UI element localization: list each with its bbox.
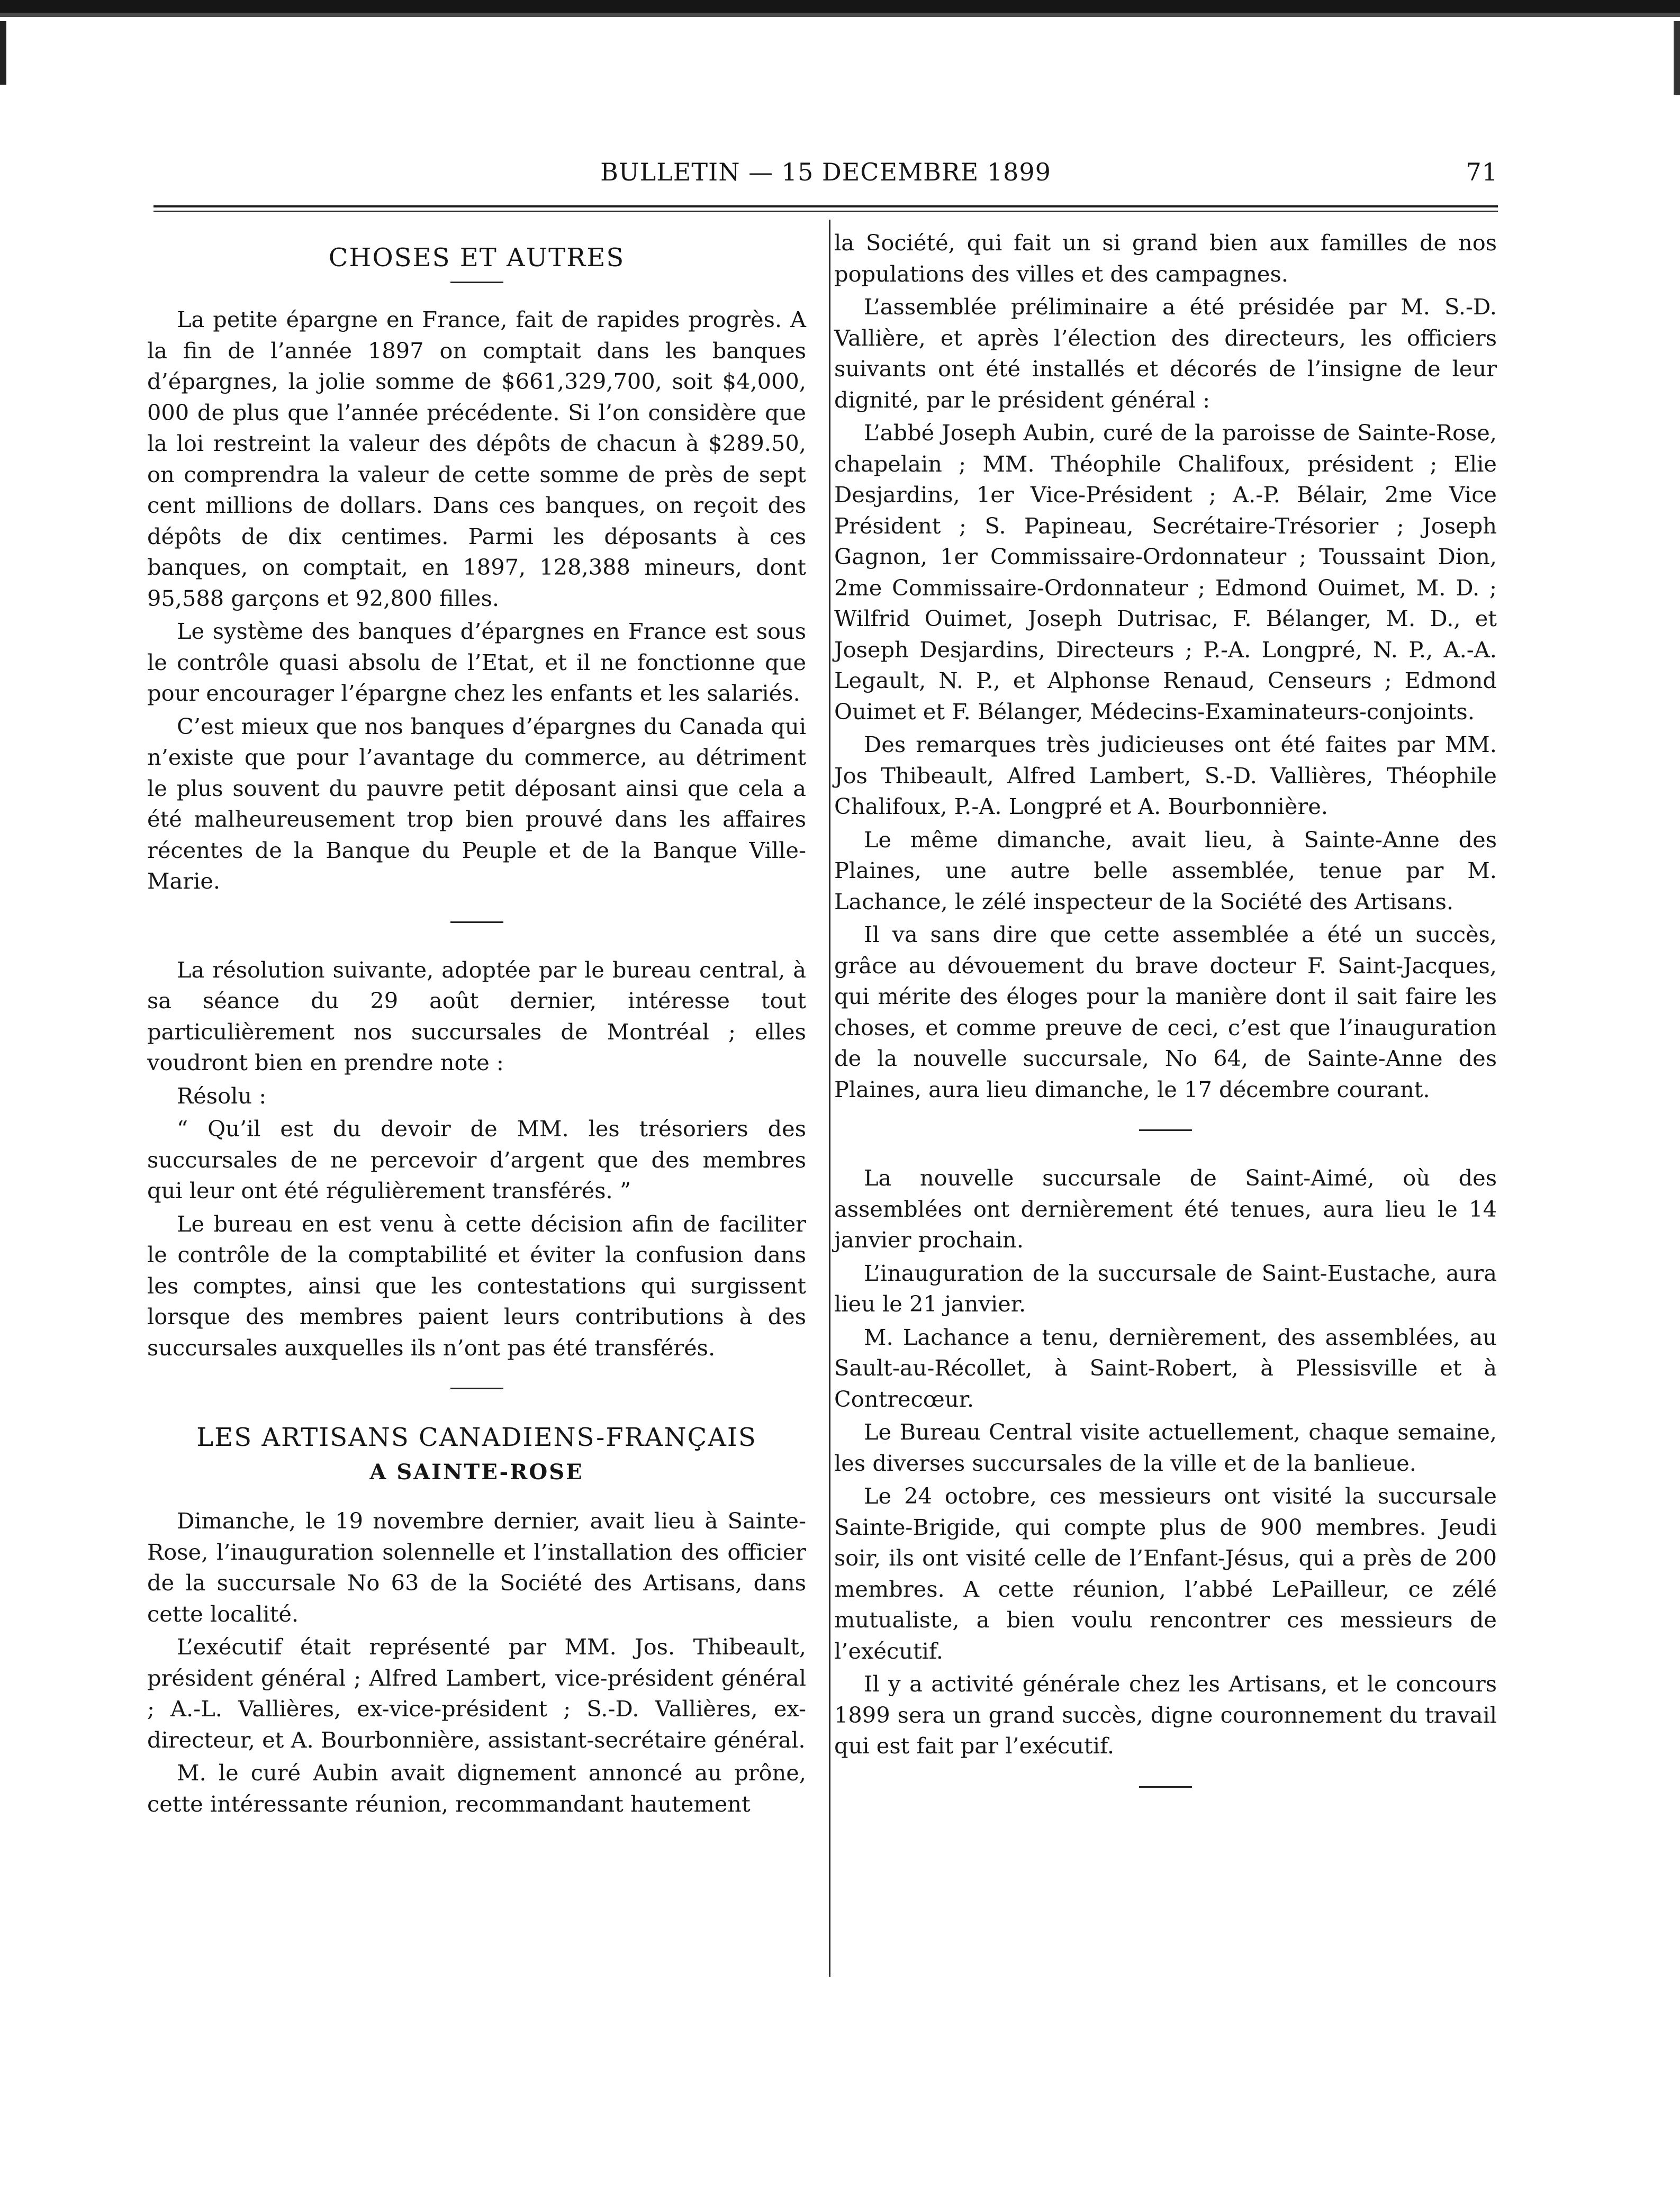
paragraph: La nouvelle succursale de Saint-Aimé, où des assemblées ont dernièrement été tenues, aura lieu le 14 janvier prochain. — [834, 1165, 1497, 1253]
paragraph: L’exécutif était représenté par MM. Jos. Thibeault, président général ; Alfred Lambert, vice-président général ; A.-L. Vallières, ex-vice-président ; S.-D. Vallières, ex-directeur, et A. Bourbonnière, assistant-secrétaire général. — [147, 1634, 806, 1753]
scan-top-edge — [0, 0, 1680, 21]
paragraph: L’abbé Joseph Aubin, curé de la paroisse de Sainte-Rose, chapelain ; MM. Théophile Chalifoux, président ; Elie Desjardins, 1er Vice-Président ; A.-P. Bélair, 2me Vice Président ; S. Papineau, Secrétaire-Trésorier ; Joseph Gagnon, 1er Commissaire-Ordonnateur ; Toussaint Dion, 2me Commissaire-Ordonnateur ; Edmond Ouimet, M. D. ; Wilfrid Ouimet, Joseph Dutrisac, F. Bélanger, M. D., et Joseph Desjardins, Directeurs ; P.-A. Longpré, N. P., A.-A. Legault, N. P., et Alphonse Renaud, Censeurs ; Edmond Ouimet et F. Bélanger, Médecins-Examinateurs-conjoints. — [834, 420, 1497, 725]
paragraph: Le même dimanche, avait lieu, à Sainte-Anne des Plaines, une autre belle assemblée, tenue par M. Lachance, le zélé inspecteur de la Société des Artisans. — [834, 826, 1497, 915]
running-title: BULLETIN — 15 DECEMBRE 1899 — [600, 158, 1051, 186]
paragraph: L’assemblée préliminaire a été présidée par M. S.-D. Vallière, et après l’élection des directeurs, les officiers suivants ont été installés et décorés de l’insigne de leur dignité, par le président général : — [834, 294, 1497, 413]
paragraph: Le bureau en est venu à cette décision afin de faciliter le contrôle de la comptabilité et éviter la confusion dans les comptes, ainsi que les contestations qui surgissent lorsque des membres paient leurs contributions à des succursales auxquelles ils n’ont pas été transférés. — [147, 1210, 806, 1361]
paragraph: Résolu : — [177, 1082, 267, 1109]
section-heading-choses-et-autres: CHOSES ET AUTRES — [328, 243, 625, 273]
paragraph: Le Bureau Central visite actuellement, chaque semaine, les diverses succursales de la ville et de la banlieue. — [834, 1419, 1497, 1476]
header-rule-thin — [153, 211, 1498, 212]
running-header — [153, 158, 1498, 189]
short-divider — [450, 921, 503, 923]
short-divider — [1139, 1129, 1192, 1131]
subheading-sainte-rose: A SAINTE-ROSE — [369, 1460, 584, 1485]
section-heading-artisans: LES ARTISANS CANADIENS-FRANÇAIS — [196, 1423, 757, 1452]
paragraph: La petite épargne en France, fait de rapides progrès. A la fin de l’année 1897 on comptait dans les banques d’épargnes, la jolie somme de $661,329,700, soit $4,000, 000 de plus que l’année précédente. Si l’on considère que la loi restreint la valeur des dépôts de chacun à $289.50, on comprendra la valeur de cette somme de près de sept cent millions de dollars. Dans ces banques, on reçoit des dépôts de dix centimes. Parmi les déposants à ces banques, on comptait, en 1897, 128,388 mineurs, dont 95,588 garçons et 92,800 filles. — [147, 306, 806, 611]
paragraph: la Société, qui fait un si grand bien aux familles de nos populations des villes et des campagnes. — [834, 230, 1497, 287]
paragraph: L’inauguration de la succursale de Saint-Eustache, aura lieu le 21 janvier. — [834, 1260, 1497, 1317]
paragraph: Des remarques très judicieuses ont été faites par MM. Jos Thibeault, Alfred Lambert, S.-D. Vallières, Théophile Chalifoux, P.-A. Longpré et A. Bourbonnière. — [834, 731, 1497, 819]
paragraph: Le 24 octobre, ces messieurs ont visité la succursale Sainte-Brigide, qui compte plus de 900 membres. Jeudi soir, ils ont visité celle de l’Enfant-Jésus, qui a près de 200 membres. A cette réunion, l’abbé LePailleur, ce zélé mutualiste, a bien voulu rencontrer ces messieurs de l’exécutif. — [834, 1483, 1497, 1664]
paragraph: “ Qu’il est du devoir de MM. les trésoriers des succursales de ne percevoir d’argent que des membres qui leur ont été régulièrement transférés. ” — [147, 1116, 806, 1203]
short-divider — [450, 1388, 503, 1389]
paragraph: Dimanche, le 19 novembre dernier, avait lieu à Sainte-Rose, l’inauguration solennelle et l’installation des officier de la succursale No 63 de la Société des Artisans, dans cette localité. — [147, 1508, 806, 1627]
scan-right-edge — [1674, 21, 1680, 95]
short-divider — [1139, 1786, 1192, 1788]
page-number: 71 — [1466, 158, 1498, 186]
paragraph: Le système des banques d’épargnes en France est sous le contrôle quasi absolu de l’Etat, et il ne fonctionne que pour encourager l’épargne chez les enfants et les salariés. — [147, 618, 806, 706]
paragraph: Il y a activité générale chez les Artisans, et le concours 1899 sera un grand succès, digne couronnement du travail qui est fait par l’exécutif. — [834, 1671, 1497, 1759]
paragraph: Il va sans dire que cette assemblée a été un succès, grâce au dévouement du brave docteur F. Saint-Jacques, qui mérite des éloges pour la manière dont il sait faire les choses, et comme preuve de ceci, c’est que l’inauguration de la nouvelle succursale, No 64, de Sainte-Anne des Plaines, aura lieu dimanche, le 17 décembre courant. — [834, 921, 1497, 1102]
paragraph: C’est mieux que nos banques d’épargnes du Canada qui n’existe que pour l’avantage du commerce, au détriment le plus souvent du pauvre petit déposant ainsi que cela a été malheureusement trop bien prouvé dans les affaires récentes de la Banque du Peuple et de la Banque Ville-Marie. — [147, 713, 806, 894]
paragraph: M. le curé Aubin avait dignement annoncé au prône, cette intéressante réunion, recommandant hautement — [147, 1760, 806, 1817]
paragraph: M. Lachance a tenu, dernièrement, des assemblées, au Sault-au-Récollet, à Saint-Robert, à Plessisville et à Contrecœur. — [834, 1324, 1497, 1412]
scan-left-edge — [0, 21, 6, 85]
column-separator — [829, 220, 830, 1977]
paragraph: La résolution suivante, adoptée par le bureau central, à sa séance du 29 août dernier, intéresse tout particulièrement nos succursales de Montréal ; elles voudront bien en prendre note : — [147, 956, 806, 1075]
right-column — [834, 228, 1497, 1820]
left-column — [147, 238, 806, 1822]
short-divider — [450, 282, 503, 283]
header-rule-thick — [153, 205, 1498, 207]
